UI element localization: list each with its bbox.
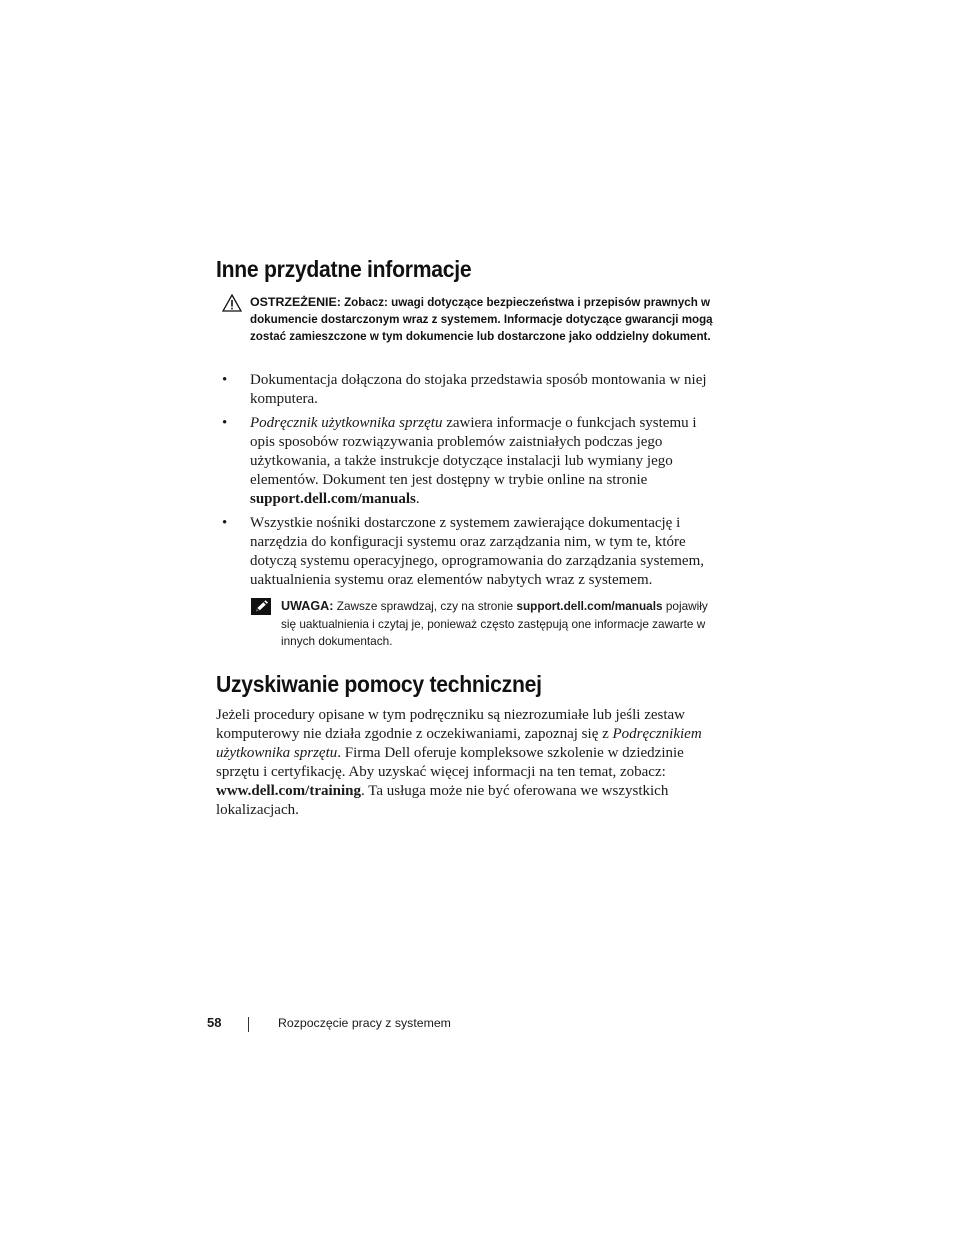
para-text-b: . Firma Dell oferuje kompleksowe szkolenie w dziedzinie sprzętu i certyfikację. Aby uzyskać więcej informacji na ten temat, zobacz: <box>216 745 684 780</box>
section-title-other-info: Inne przydatne informacje <box>216 256 472 282</box>
list-item <box>222 371 722 409</box>
note-body-a: Zawsze sprawdzaj, czy na stronie <box>333 599 517 613</box>
bullet-end: . <box>415 491 420 507</box>
bullet-marker: • <box>222 415 228 431</box>
note-block <box>251 598 711 651</box>
footer-divider <box>248 1017 249 1032</box>
note-body-b: pojawiły się uaktualnienia i czytaj je, ponieważ często zastępują one informacje zawarte w innych dokumentach. <box>281 599 708 648</box>
page-footer <box>0 1015 954 1035</box>
list-item <box>222 414 722 509</box>
warning-block <box>222 294 722 345</box>
para-text-a: Jeżeli procedury opisane w tym podręczniku są niezrozumiałe lub jeśli zestaw komputerowy nie działa zgodnie z oczekiwaniami, zapoznaj się z <box>216 707 685 742</box>
para-text-c: . Ta usługa może nie być oferowana we wszystkich lokalizacjach. <box>216 783 669 818</box>
section-title-tech-support: Uzyskiwanie pomocy technicznej <box>216 671 542 697</box>
warning-label: OSTRZEŻENIE: <box>250 295 341 309</box>
bullet-marker: • <box>222 515 228 531</box>
note-support-link[interactable]: support.dell.com/manuals <box>516 599 663 613</box>
note-pencil-icon <box>251 598 271 615</box>
support-manuals-link[interactable]: support.dell.com/manuals <box>250 491 416 507</box>
warning-triangle-icon <box>222 294 242 312</box>
training-link[interactable]: www.dell.com/training <box>216 783 361 799</box>
info-bullet-list <box>222 371 722 595</box>
warning-body: Zobacz: uwagi dotyczące bezpieczeństwa i przepisów prawnych w dokumencie dostarczonym wraz z systemem. Informacje dotyczące gwarancji mogą zostać zamieszczone w tym dokumencie lub dostarczone jako oddzielny dokument. <box>250 296 713 343</box>
bullet-text: Dokumentacja dołączona do stojaka przedstawia sposób montowania w niej komputera. <box>250 372 707 407</box>
footer-title: Rozpoczęcie pracy z systemem <box>278 1016 451 1030</box>
para-italic: Podręcznikiem użytkownika sprzętu <box>216 726 702 761</box>
bullet-italic-title: Podręcznik użytkownika sprzętu <box>250 415 443 431</box>
page-number: 58 <box>207 1015 222 1030</box>
bullet-marker: • <box>222 372 228 388</box>
note-label: UWAGA: <box>281 599 334 613</box>
bullet-text: Wszystkie nośniki dostarczone z systemem zawierające dokumentację i narzędzia do konfiguracji systemu oraz zarządzania nim, w tym te, które dotyczą systemu operacyjnego, oprogramowania do zarządzania systemem, uaktualnienia systemu oraz elementów nabytych wraz z systemem. <box>250 515 704 588</box>
warning-text <box>250 294 722 345</box>
bullet-text: zawiera informacje o funkcjach systemu i opis sposobów rozwiązywania problemów zaistniałych podczas jego użytkowania, a także instrukcje dotyczące instalacji lub wymiany jego elementów. Dokument ten jest dostępny w trybie online na stronie <box>250 415 697 488</box>
tech-support-paragraph <box>216 706 726 820</box>
note-text <box>281 598 711 651</box>
list-item <box>222 514 722 590</box>
